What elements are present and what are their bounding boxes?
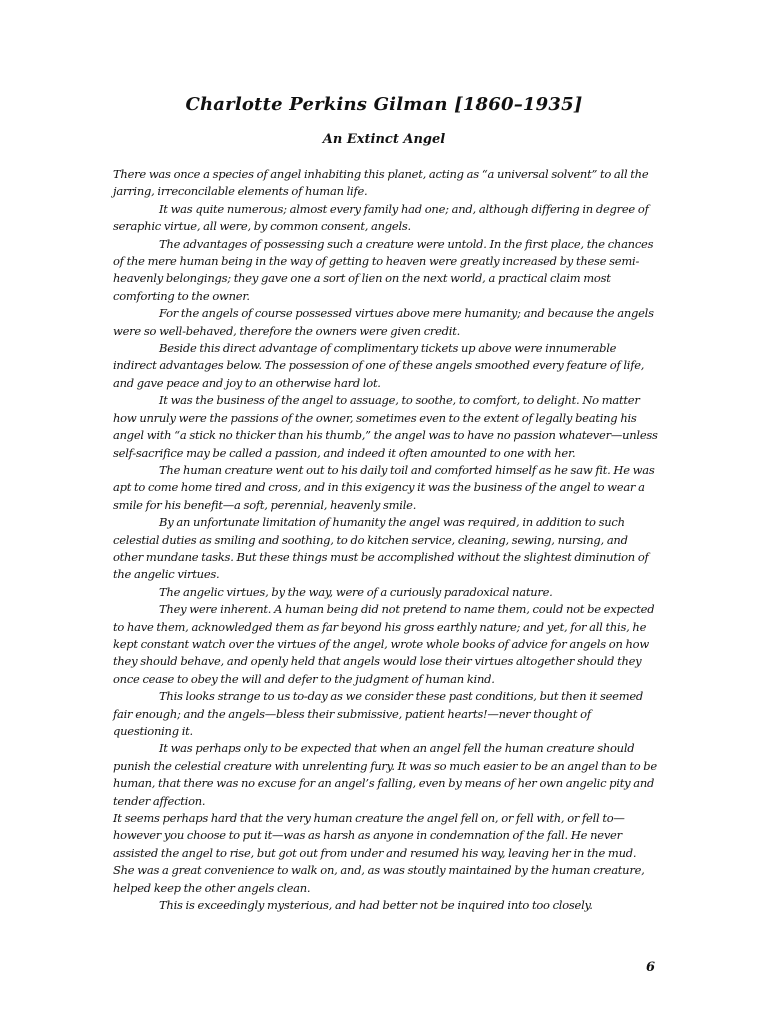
paragraph: The angelic virtues, by the way, were of a curiously paradoxical nature. bbox=[159, 584, 553, 599]
paragraph: It was perhaps only to be expected that when an angel fell the human creature should punish the celestial creature with unrelenting fury. It was so much easier to be an angel than to be human, that there was no excuse for an angel’s falling, even by means of her own angelic pity and tender affection. bbox=[113, 741, 657, 808]
essay-body bbox=[113, 166, 659, 914]
paragraph: By an unfortunate limitation of humanity the angel was required, in addition to such celestial duties as smiling and soothing, to do kitchen service, cleaning, sewing, nursing, and other mundane tasks. But these things must be accomplished without the slightest diminution of the angelic virtues. bbox=[113, 515, 649, 582]
paragraph: There was once a species of angel inhabiting this planet, acting as “a universal solvent” to all the jarring, irreconcilable elements of human life. bbox=[113, 167, 649, 199]
essay-subtitle: An Extinct Angel bbox=[322, 132, 446, 147]
paragraph: This is exceedingly mysterious, and had better not be inquired into too closely. bbox=[159, 898, 593, 913]
paragraph: Beside this direct advantage of complimentary tickets up above were innumerable indirect advantages below. The possession of one of these angels smoothed every feature of life, and gave peace and joy to an otherwise hard lot. bbox=[113, 341, 645, 390]
paragraph: It was quite numerous; almost every family had one; and, although differing in degree of seraphic virtue, all were, by common consent, angels. bbox=[113, 201, 649, 234]
page-title: Charlotte Perkins Gilman [1860–1935] bbox=[185, 94, 583, 115]
paragraph: The advantages of possessing such a creature were untold. In the first place, the chances of the mere human being in the way of getting to heaven were greatly increased by these semi-heavenly belongings; they gave one a sort of lien on the next world, a practical claim most comforting to the owner. bbox=[113, 236, 654, 303]
paragraph: For the angels of course possessed virtues above mere humanity; and because the angels were so well-behaved, therefore the owners were given credit. bbox=[113, 306, 654, 338]
page-number: 6 bbox=[646, 960, 656, 975]
paragraph: It seems perhaps hard that the very human creature the angel fell on, or fell with, or fell to—however you choose to put it—was as harsh as anyone in condemnation of the fall. He never assisted the angel to rise, but got out from under and resumed his way, leaving her in the mud. She was a great convenience to walk on, and, as was stoutly maintained by the human creature, helped keep the other angels clean. bbox=[113, 811, 645, 895]
paragraph: They were inherent. A human being did not pretend to name them, could not be expected to have them, acknowledged them as far beyond his gross earthly nature; and yet, for all this, he kept constant watch over the virtues of the angel, wrote whole books of advice for angels on how they should behave, and openly held that angels would lose their virtues altogether should they once cease to obey the will and defer to the judgment of human kind. bbox=[113, 602, 655, 686]
paragraph: This looks strange to us to-day as we consider these past conditions, but then it seemed fair enough; and the angels—bless their submissive, patient hearts!—never thought of questioning it. bbox=[113, 689, 644, 738]
paragraph: The human creature went out to his daily toil and comforted himself as he saw fit. He was apt to come home tired and cross, and in this exigency it was the business of the angel to wear a smile for his benefit—a soft, perennial, heavenly smile. bbox=[113, 462, 655, 512]
paragraph: It was the business of the angel to assuage, to soothe, to comfort, to delight. No matter how unruly were the passions of the owner, sometimes even to the extent of legally beating his angel with “a stick no thicker than his thumb,” the angel was to have no passion whatever—unless self-sacrifice may be called a passion, and indeed it often amounted to one with her. bbox=[113, 393, 658, 460]
